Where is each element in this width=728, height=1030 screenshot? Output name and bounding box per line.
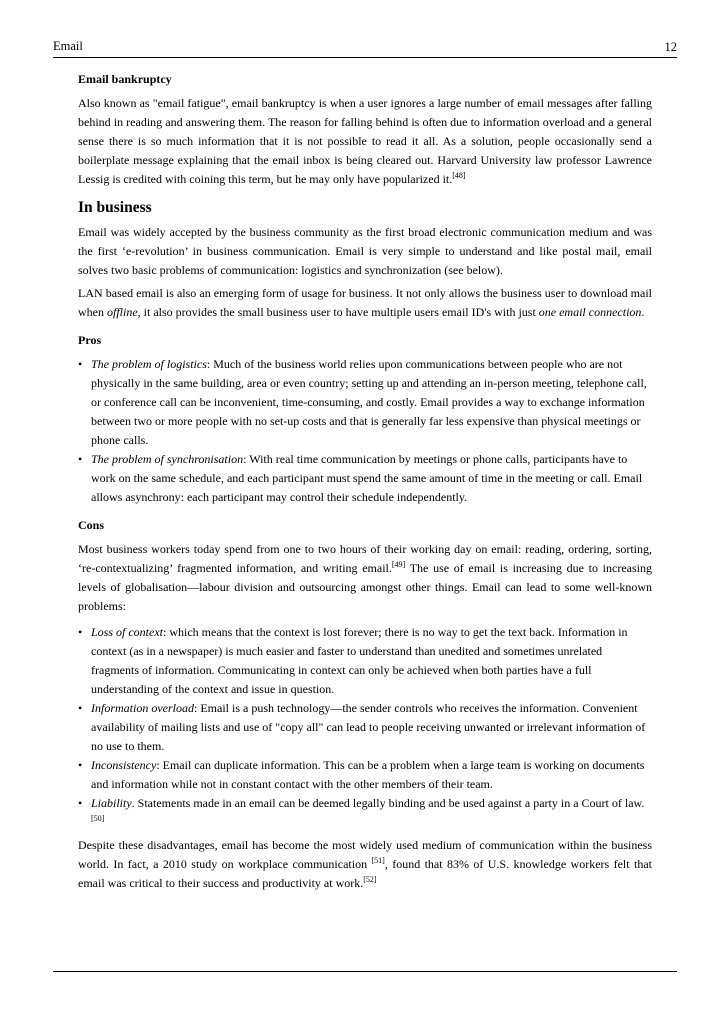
running-title: Email bbox=[53, 39, 83, 53]
list-item bbox=[78, 623, 652, 699]
bullet-icon: • bbox=[78, 796, 83, 810]
cons-list bbox=[78, 623, 652, 832]
list-item-text: : Email is a push technology—the sender controls who receives the information. Convenient availability of mailing lists and use of "copy all" can lead to people receiving unwanted or irrelevant information of no use to them. bbox=[91, 701, 646, 753]
citation-51[interactable]: [51] bbox=[371, 856, 385, 865]
one-email-connection-link[interactable]: one email connection bbox=[538, 305, 642, 319]
paragraph-business-1: Email was widely accepted by the business community as the first broad electronic communication medium and was the first ‘e-revolution’ in business communication. Email is very simple to understand and like postal mail, email solves two basic problems of communication: logistics and synchronization (see below). bbox=[78, 225, 652, 277]
business-text-a: LAN based email is also an emerging form of usage for business. It not only allows the business user to download mail when bbox=[78, 286, 652, 319]
paragraph-bankruptcy bbox=[78, 94, 652, 189]
pros-list bbox=[78, 355, 652, 507]
cons-intro-a: Most business workers today spend from one to two hours of their working day on email: reading, ordering, sorting, ‘re-contextualizing’ fragmented information, and writing email. bbox=[78, 542, 652, 575]
heading-email-bankruptcy: Email bankruptcy bbox=[78, 72, 172, 86]
offline-term: offline bbox=[107, 305, 138, 319]
cons-outro-a: Despite these disadvantages, email has become the most widely used medium of communication within the business world. In fact, a 2010 study on workplace communication bbox=[78, 838, 652, 871]
list-item bbox=[78, 756, 652, 794]
bullet-icon: • bbox=[78, 357, 83, 371]
paragraph-cons-outro bbox=[78, 836, 652, 893]
list-item-term[interactable]: Liability bbox=[91, 796, 132, 810]
list-item-term: Inconsistency bbox=[91, 758, 157, 772]
list-item-text: : Much of the business world relies upon communications between people who are not physically in the same building, area or even country; setting up and attending an in-person meeting, telephone call, or conference call can be inconvenient, time-consuming, and costly. Email provides a way to exchange information between two or more people with no set-up costs and that is generally far less expensive than physical meetings or phone calls. bbox=[91, 357, 647, 447]
page-number: 12 bbox=[664, 40, 677, 54]
citation-49[interactable]: [49] bbox=[391, 560, 406, 569]
paragraph-business-2 bbox=[78, 284, 652, 322]
list-item-text: : which means that the context is lost forever; there is no way to get the text back. Information in context (as in a newspaper) is much easier and faster to understand than unedited and sometimes unrelated fragments of information. Communicating in context can only be achieved when both parties have a full understanding of the context and issue in question. bbox=[91, 625, 628, 696]
list-item-text: : With real time communication by meetings or phone calls, participants have to work on the same schedule, and each participant must spend the same amount of time in the meeting or call. Email allows asynchrony: each participant may control their schedule independently. bbox=[91, 452, 643, 504]
list-item-term[interactable]: Information overload bbox=[91, 701, 194, 715]
list-item bbox=[78, 450, 652, 507]
bullet-icon: • bbox=[78, 701, 83, 715]
bullet-icon: • bbox=[78, 452, 83, 466]
bullet-icon: • bbox=[78, 625, 83, 639]
list-item bbox=[78, 699, 652, 756]
page-header bbox=[53, 34, 677, 58]
list-item-term[interactable]: The problem of synchronisation bbox=[91, 452, 244, 466]
business-text-c: . bbox=[641, 305, 645, 319]
header-rule bbox=[53, 57, 677, 58]
heading-cons: Cons bbox=[78, 518, 105, 532]
citation-52[interactable]: [52] bbox=[363, 875, 377, 884]
list-item bbox=[78, 794, 652, 832]
business-text-b: , it also provides the small business user to have multiple users email ID's with just bbox=[137, 305, 539, 319]
citation-48[interactable]: [48] bbox=[452, 171, 466, 180]
footer-rule bbox=[53, 971, 677, 972]
paragraph-cons-intro bbox=[78, 540, 652, 616]
heading-pros: Pros bbox=[78, 333, 102, 347]
list-item bbox=[78, 355, 652, 450]
citation-50[interactable]: [50] bbox=[91, 814, 105, 823]
list-item-term[interactable]: The problem of logistics bbox=[91, 357, 207, 371]
heading-in-business: In business bbox=[78, 199, 152, 216]
list-item-text: : Email can duplicate information. This can be a problem when a large team is working on documents and information while not in constant contact with the other members of their team. bbox=[91, 758, 645, 791]
cons-outro-b: , found that 83% of U.S. knowledge workers felt that email was critical to their success and productivity at work. bbox=[78, 857, 652, 890]
cons-intro-b: The use of email is increasing due to increasing levels of globalisation—labour division and outsourcing amongst other things. Email can lead to some well-known problems: bbox=[78, 561, 652, 613]
article-body bbox=[78, 70, 652, 893]
bullet-icon: • bbox=[78, 758, 83, 772]
list-item-text: . Statements made in an email can be deemed legally binding and be used against a party in a Court of law. bbox=[131, 796, 645, 810]
bankruptcy-text: Also known as "email fatigue", email bankruptcy is when a user ignores a large number of email messages after falling behind in reading and answering them. The reason for falling behind is often due to information overload and a general sense there is so much information that it is not possible to read it all. As a solution, people occasionally send a boilerplate message explaining that the email inbox is being cleared out. Harvard University law professor Lawrence Lessig is credited with coining this term, but he may only have popularized it. bbox=[78, 96, 652, 186]
list-item-term: Loss of context bbox=[91, 625, 163, 639]
